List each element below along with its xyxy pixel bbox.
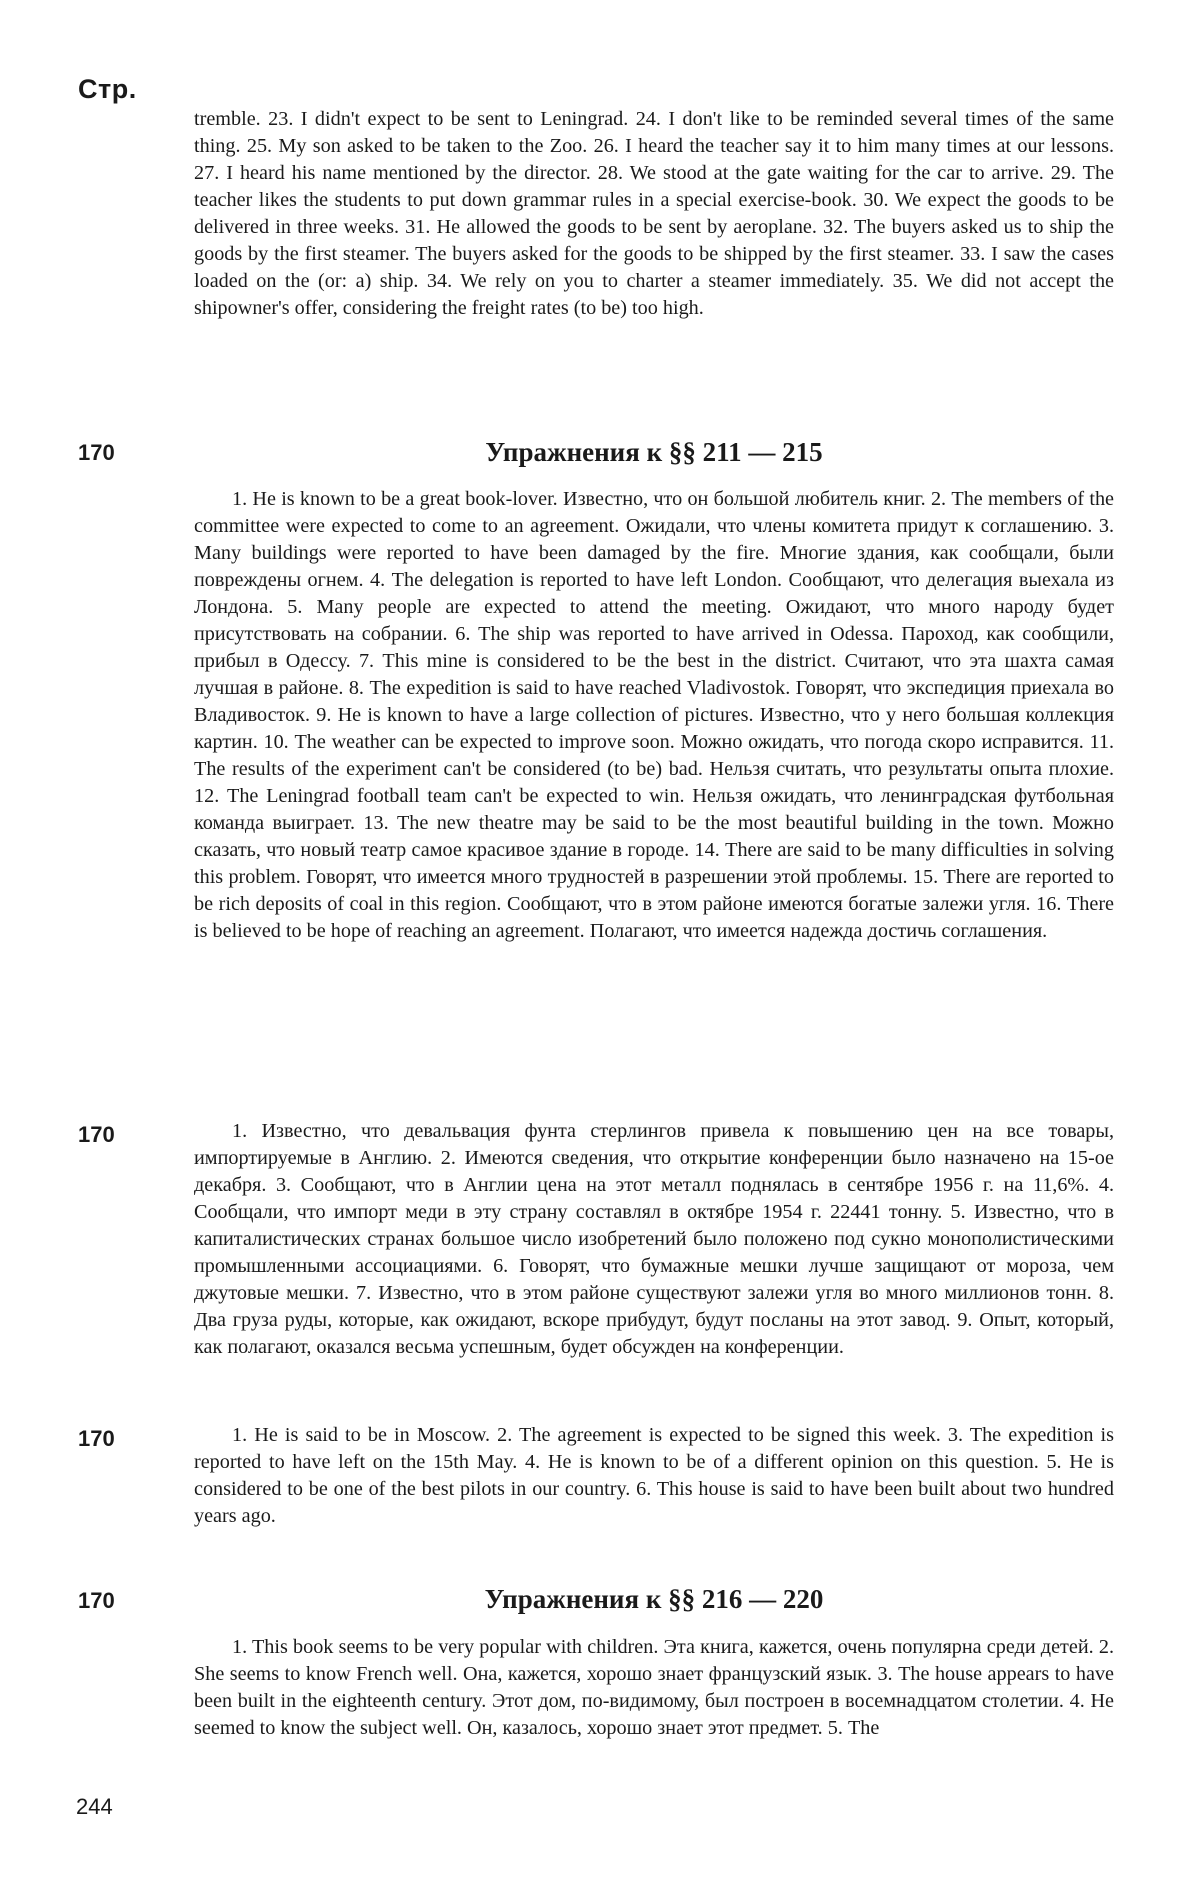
text-block-english [194,1422,1114,1530]
section-heading: Упражнения к §§ 211 — 215 [485,437,823,467]
page-ref-number: 170 [78,1426,115,1451]
page-column-label: Стр. [78,74,137,104]
page-ref-number: 170 [78,1588,115,1613]
text-block-continuation [194,106,1114,322]
paragraph: 1. He is known to be a great book-lover. Известно, что он большой любитель книг. 2. The members of the committee were expected to come to an agreement. Ожидали, что члены комитета придут к соглашению. 3. Many buildings were reported to have been damaged by the fire. Многие здания, как сообщали, были повреждены огнем. 4. The delegation is reported to have left London. Сообщают, что делегация выехала из Лондона. 5. Many people are expected to attend the meeting. Ожидают, что много народу будет присутствовать на собрании. 6. The ship was reported to have arrived in Odessa. Пароход, как сообщили, прибыл в Одессу. 7. This mine is considered to be the best in the district. Считают, что эта шахта самая лучшая в районе. 8. The expedition is said to have reached Vladivostok. Говорят, что экспедиция приехала во Владивосток. 9. He is known to have a large collection of pictures. Известно, что у него большая коллекция картин. 10. The weather can be expected to improve soon. Можно ожидать, что погода скоро исправится. 11. The results of the experiment can't be considered (to be) bad. Нельзя считать, что результаты опыта плохие. 12. The Leningrad football team can't be expected to win. Нельзя ожидать, что ленинградская футбольная команда выиграет. 13. The new theatre may be said to be the most beautiful building in the town. Можно сказать, что новый театр самое красивое здание в городе. 14. There are said to be many difficulties in solving this problem. Говорят, что имеется много трудностей в разрешении этой проблемы. 15. There are reported to be rich deposits of coal in this region. Сообщают, что в этом районе имеются богатые залежи угля. 16. There is believed to be hope of reaching an agreement. Полагают, что имеется надежда достичь соглашения. [194,488,1114,942]
page-number: 244 [76,1794,113,1819]
paragraph: tremble. 23. I didn't expect to be sent to Leningrad. 24. I don't like to be reminded several times of the same thing. 25. My son asked to be taken to the Zoo. 26. I heard the teacher say it to him many times at our lessons. 27. I heard his name mentioned by the director. 28. We stood at the gate waiting for the car to arrive. 29. The teacher likes the students to put down grammar rules in a special exercise-book. 30. We expect the goods to be delivered in three weeks. 31. He allowed the goods to be sent by aeroplane. 32. The buyers asked us to ship the goods by the first steamer. The buyers asked for the goods to be shipped by the first steamer. 33. I saw the cases loaded on the (or: a) ship. 34. We rely on you to charter a steamer immediately. 35. We did not accept the shipowner's offer, considering the freight rates (to be) too high. [194,108,1114,319]
paragraph: 1. Известно, что девальвация фунта стерлингов привела к повышению цен на все товары, импортируемые в Англию. 2. Имеются сведения, что открытие конференции было назначено на 15-ое декабря. 3. Сообщают, что в Англии цена на этот металл поднялась в сентябре 1956 г. на 11,6%. 4. Сообщали, что импорт меди в эту страну составлял в октябре 1954 г. 22441 тонну. 5. Известно, что в капиталистических странах большое число изобретений было положено под сукно монополистическими промышленными ассоциациями. 6. Говорят, что бумажные мешки лучше защищают от мороза, чем джутовые мешки. 7. Известно, что в этом районе существуют залежи угля во много миллионов тонн. 8. Два груза руды, которые, как ожидают, вскоре прибудут, будут посланы на этот завод. 9. Опыт, который, как полагают, оказался весьма успешным, будет обсужден на конференции. [194,1120,1114,1358]
paragraph: 1. He is said to be in Moscow. 2. The agreement is expected to be signed this week. 3. The expedition is reported to have left on the 15th May. 4. He is known to be of a different opinion on this question. 5. He is considered to be one of the best pilots in our country. 6. This house is said to have been built about two hundred years ago. [194,1424,1114,1527]
page-ref-number: 170 [78,1122,115,1147]
text-block-exercises-211 [194,486,1114,945]
text-block-exercises-216 [194,1634,1114,1742]
text-block-translation [194,1118,1114,1361]
paragraph: 1. This book seems to be very popular with children. Эта книга, кажется, очень популярна среди детей. 2. She seems to know French well. Она, кажется, хорошо знает французский язык. 3. The house appears to have been built in the eighteenth century. Этот дом, по-видимому, был построен в восемнадцатом столетии. 4. He seemed to know the subject well. Он, казалось, хорошо знает этот предмет. 5. The [194,1636,1114,1739]
page-ref-number: 170 [78,440,115,465]
section-heading: Упражнения к §§ 216 — 220 [484,1584,824,1614]
